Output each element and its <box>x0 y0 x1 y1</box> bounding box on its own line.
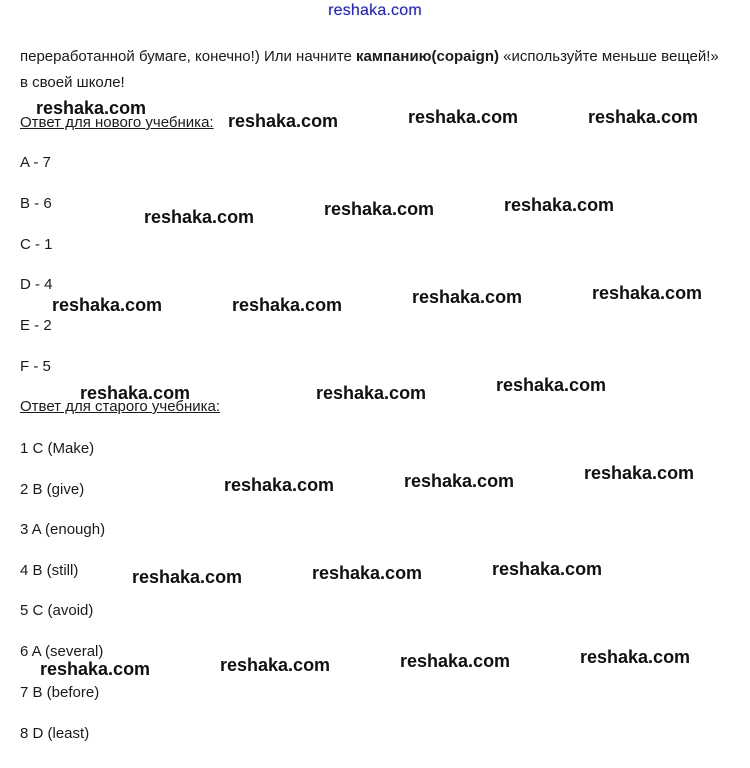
watermark: reshaka.com <box>228 111 339 131</box>
watermark: reshaka.com <box>144 207 255 227</box>
watermark: reshaka.com <box>404 471 515 491</box>
watermark: reshaka.com <box>400 651 511 671</box>
old-answer-2: 2 B (give) <box>20 481 85 498</box>
new-answer-a: A - 7 <box>20 154 51 171</box>
intro-text-part1: переработанной бумаге, конечно!) Или начните <box>20 48 357 65</box>
watermark: reshaka.com <box>312 563 423 583</box>
new-answer-b: B - 6 <box>20 195 52 212</box>
watermark: reshaka.com <box>52 295 163 315</box>
old-textbook-heading: Ответ для старого учебника: <box>20 398 221 415</box>
watermark: reshaka.com <box>592 283 703 303</box>
watermark: reshaka.com <box>408 107 519 127</box>
watermark: reshaka.com <box>220 655 331 675</box>
watermark: reshaka.com <box>132 567 243 587</box>
new-answer-f: F - 5 <box>20 358 51 375</box>
old-answer-6: 6 A (several) <box>20 643 104 660</box>
watermark: reshaka.com <box>580 647 691 667</box>
watermark: reshaka.com <box>40 659 151 679</box>
old-answer-1: 1 C (Make) <box>20 440 95 457</box>
watermark: reshaka.com <box>492 559 603 579</box>
new-answer-e: E - 2 <box>20 317 52 334</box>
watermark: reshaka.com <box>36 98 147 118</box>
watermark: reshaka.com <box>412 287 523 307</box>
watermark: reshaka.com <box>504 195 615 215</box>
watermark: reshaka.com <box>316 383 427 403</box>
watermark: reshaka.com <box>80 383 191 403</box>
site-header-link[interactable]: reshaka.com <box>328 2 422 19</box>
old-answer-4: 4 B (still) <box>20 562 79 579</box>
old-answer-5: 5 C (avoid) <box>20 602 94 619</box>
new-answer-d: D - 4 <box>20 276 53 293</box>
watermark: reshaka.com <box>324 199 435 219</box>
watermark: reshaka.com <box>584 463 695 483</box>
old-answer-8: 8 D (least) <box>20 725 90 742</box>
new-textbook-heading: Ответ для нового учебника: <box>20 114 214 131</box>
old-answer-3: 3 A (enough) <box>20 521 106 538</box>
intro-paragraph <box>20 44 720 96</box>
watermark: reshaka.com <box>232 295 343 315</box>
watermark: reshaka.com <box>224 475 335 495</box>
intro-bold-campaign: кампанию(copaign) <box>356 48 499 65</box>
watermark: reshaka.com <box>588 107 699 127</box>
intro-text-part2: «используйте меньше вещей!» в своей школе! <box>20 48 719 91</box>
new-answer-c: C - 1 <box>20 236 53 253</box>
old-answer-7: 7 B (before) <box>20 684 100 701</box>
watermark: reshaka.com <box>496 375 607 395</box>
